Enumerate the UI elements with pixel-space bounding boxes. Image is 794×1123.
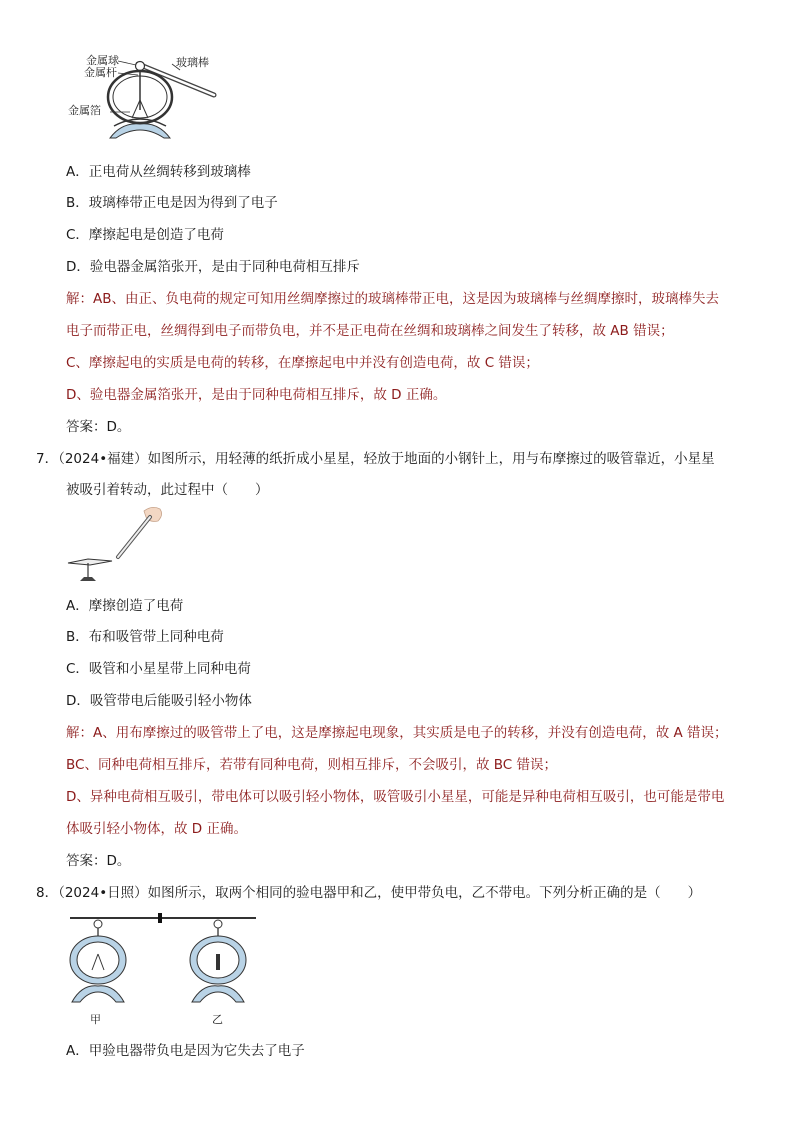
electroscope-illustration [64,50,234,142]
label-yi: 乙 [212,1013,223,1026]
q7-solution-line: 解：A、用布摩擦过的吸管带上了电，这是摩擦起电现象，其实质是电子的转移，并没有创造电荷，故 A 错误； [66,725,728,741]
two-electroscopes-illustration [64,910,264,1030]
q8-stem: 8．（2024•日照）如图所示，取两个相同的验电器甲和乙，使甲带负电，乙不带电。下列分析正确的是（ ） [36,885,702,901]
q6-option-d: D．验电器金属箔张开，是由于同种电荷相互排斥 [66,259,360,275]
q6-option-c: C．摩擦起电是创造了电荷 [66,227,224,243]
q7-solution-line: BC、同种电荷相互排斥，若带有同种电荷，则相互排斥，不会吸引，故 BC 错误； [66,757,557,773]
label-metal-ball: 金属球 [86,54,119,67]
q6-option-b: B．玻璃棒带正电是因为得到了电子 [66,195,278,211]
q7-option-b: B．布和吸管带上同种电荷 [66,629,224,645]
q8-two-electroscopes-figure [64,910,264,1030]
q6-solution-line: D、验电器金属箔张开，是由于同种电荷相互排斥，故 D 正确。 [66,387,447,403]
q6-solution-line: 电子而带正电，丝绸得到电子而带负电，并不是正电荷在丝绸和玻璃棒之间发生了转移，故 AB 错误； [66,323,674,339]
q6-option-a: A．正电荷从丝绸转移到玻璃棒 [66,164,251,180]
q6-solution-line: 解：AB、由正、负电荷的规定可知用丝绸摩擦过的玻璃棒带正电，这是因为玻璃棒与丝绸摩擦时，玻璃棒失去 [66,291,719,307]
q7-stem-line: 7．（2024•福建）如图所示，用轻薄的纸折成小星星，轻放于地面的小钢针上，用与布摩擦过的吸管靠近，小星星 [36,451,715,467]
straw-star-illustration [64,505,174,585]
q7-answer: 答案：D。 [66,853,131,869]
q7-solution-line: D、异种电荷相互吸引，带电体可以吸引轻小物体，吸管吸引小星星，可能是异种电荷相互吸引，也可能是带电 [66,789,725,805]
q7-option-a: A．摩擦创造了电荷 [66,598,184,614]
label-metal-rod: 金属杆 [84,66,117,79]
q7-straw-star-figure [64,505,174,585]
q7-option-d: D．吸管带电后能吸引轻小物体 [66,693,252,709]
label-glass-rod: 玻璃棒 [176,56,209,69]
label-metal-foil: 金属箔 [68,104,101,117]
q7-option-c: C．吸管和小星星带上同种电荷 [66,661,251,677]
q6-solution-line: C、摩擦起电的实质是电荷的转移，在摩擦起电中并没有创造电荷，故 C 错误； [66,355,539,371]
label-jia: 甲 [90,1013,101,1026]
q6-electroscope-figure [64,50,234,142]
q7-solution-line: 体吸引轻小物体，故 D 正确。 [66,821,247,837]
q6-answer: 答案：D。 [66,419,131,435]
q8-option-a: A．甲验电器带负电是因为它失去了电子 [66,1043,305,1059]
q7-stem-line: 被吸引着转动，此过程中（ ） [66,482,269,498]
